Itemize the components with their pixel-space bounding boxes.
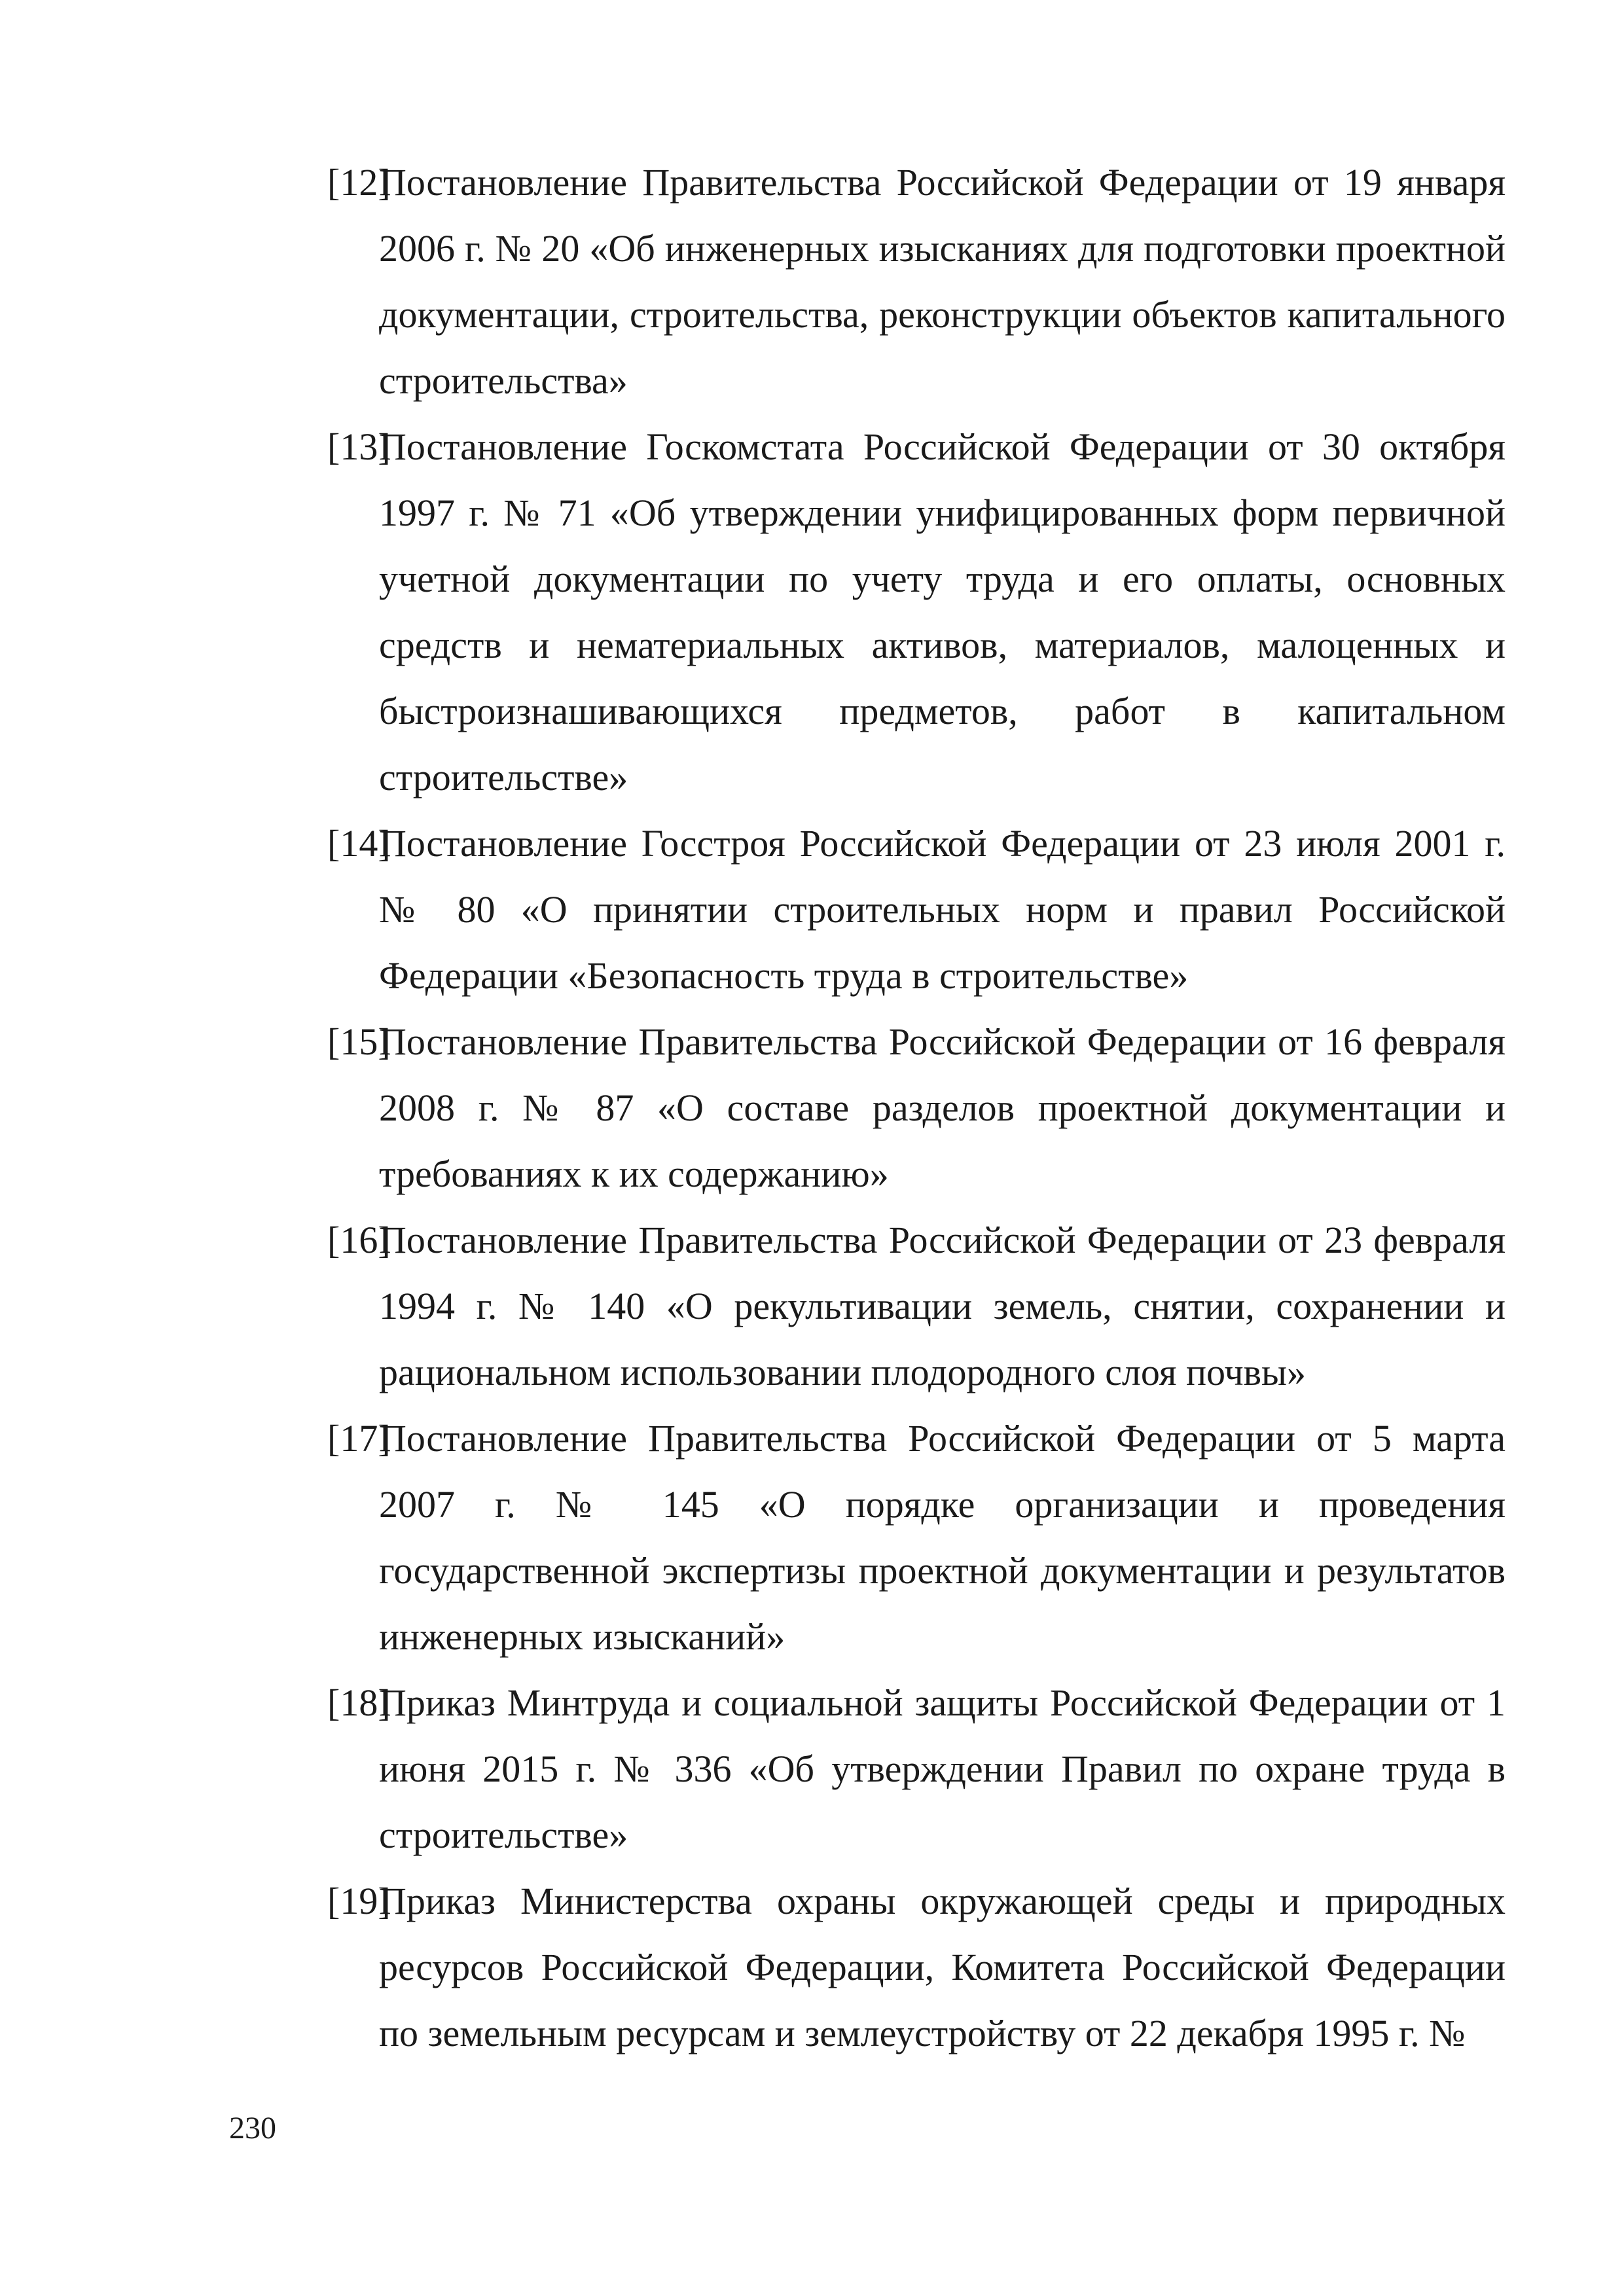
- reference-text: Постановление Правительства Российской Федерации от 19 января 2006 г. № 20 «Об инженерных изысканиях для подготовки проектной документации, строительства, реконструкции объектов капитального строительства»: [379, 161, 1506, 402]
- reference-item: [327, 1670, 1506, 1868]
- reference-item: [327, 1207, 1506, 1405]
- reference-text: Постановление Госстроя Российской Федерации от 23 июля 2001 г. № 80 «О принятии строительных норм и правил Российской Федерации «Безопасность труда в строительстве»: [379, 822, 1506, 997]
- reference-number: [14]: [327, 822, 391, 865]
- reference-list: [327, 149, 1506, 2066]
- reference-number: [16]: [327, 1219, 391, 1261]
- reference-text: Постановление Правительства Российской Федерации от 23 февраля 1994 г. № 140 «О рекультивации земель, снятии, сохранении и рациональном использовании плодородного слоя почвы»: [379, 1219, 1506, 1393]
- reference-item: [327, 1009, 1506, 1207]
- reference-number: [18]: [327, 1681, 391, 1724]
- reference-text: Постановление Правительства Российской Федерации от 5 марта 2007 г. № 145 «О порядке организации и проведения государственной экспертизы проектной документации и результатов инженерных изысканий»: [379, 1417, 1506, 1658]
- reference-text: Приказ Министерства охраны окружающей среды и природных ресурсов Российской Федерации, Комитета Российской Федерации по земельным ресурсам и землеустройству от 22 декабря 1995 г. №: [379, 1880, 1506, 2054]
- reference-number: [13]: [327, 425, 391, 468]
- reference-item: [327, 1868, 1506, 2066]
- reference-item: [327, 1405, 1506, 1670]
- reference-item: [327, 810, 1506, 1009]
- reference-number: [12]: [327, 161, 391, 204]
- reference-number: [19]: [327, 1880, 391, 1922]
- page-number: 230: [229, 2111, 276, 2145]
- reference-number: [17]: [327, 1417, 391, 1460]
- reference-text: Постановление Правительства Российской Федерации от 16 февраля 2008 г. № 87 «О составе разделов проектной документации и требованиях к их содержанию»: [379, 1020, 1506, 1195]
- reference-text: Постановление Госкомстата Российской Федерации от 30 октября 1997 г. № 71 «Об утверждении унифицированных форм первичной учетной документации по учету труда и его оплаты, основных средств и нематериальных активов, материалов, малоценных и быстроизнашивающихся предметов, работ в капитальном строительстве»: [379, 425, 1506, 798]
- reference-text: Приказ Минтруда и социальной защиты Российской Федерации от 1 июня 2015 г. № 336 «Об утверждении Правил по охране труда в строительстве»: [379, 1681, 1506, 1856]
- reference-number: [15]: [327, 1020, 391, 1063]
- reference-item: [327, 149, 1506, 414]
- reference-item: [327, 414, 1506, 810]
